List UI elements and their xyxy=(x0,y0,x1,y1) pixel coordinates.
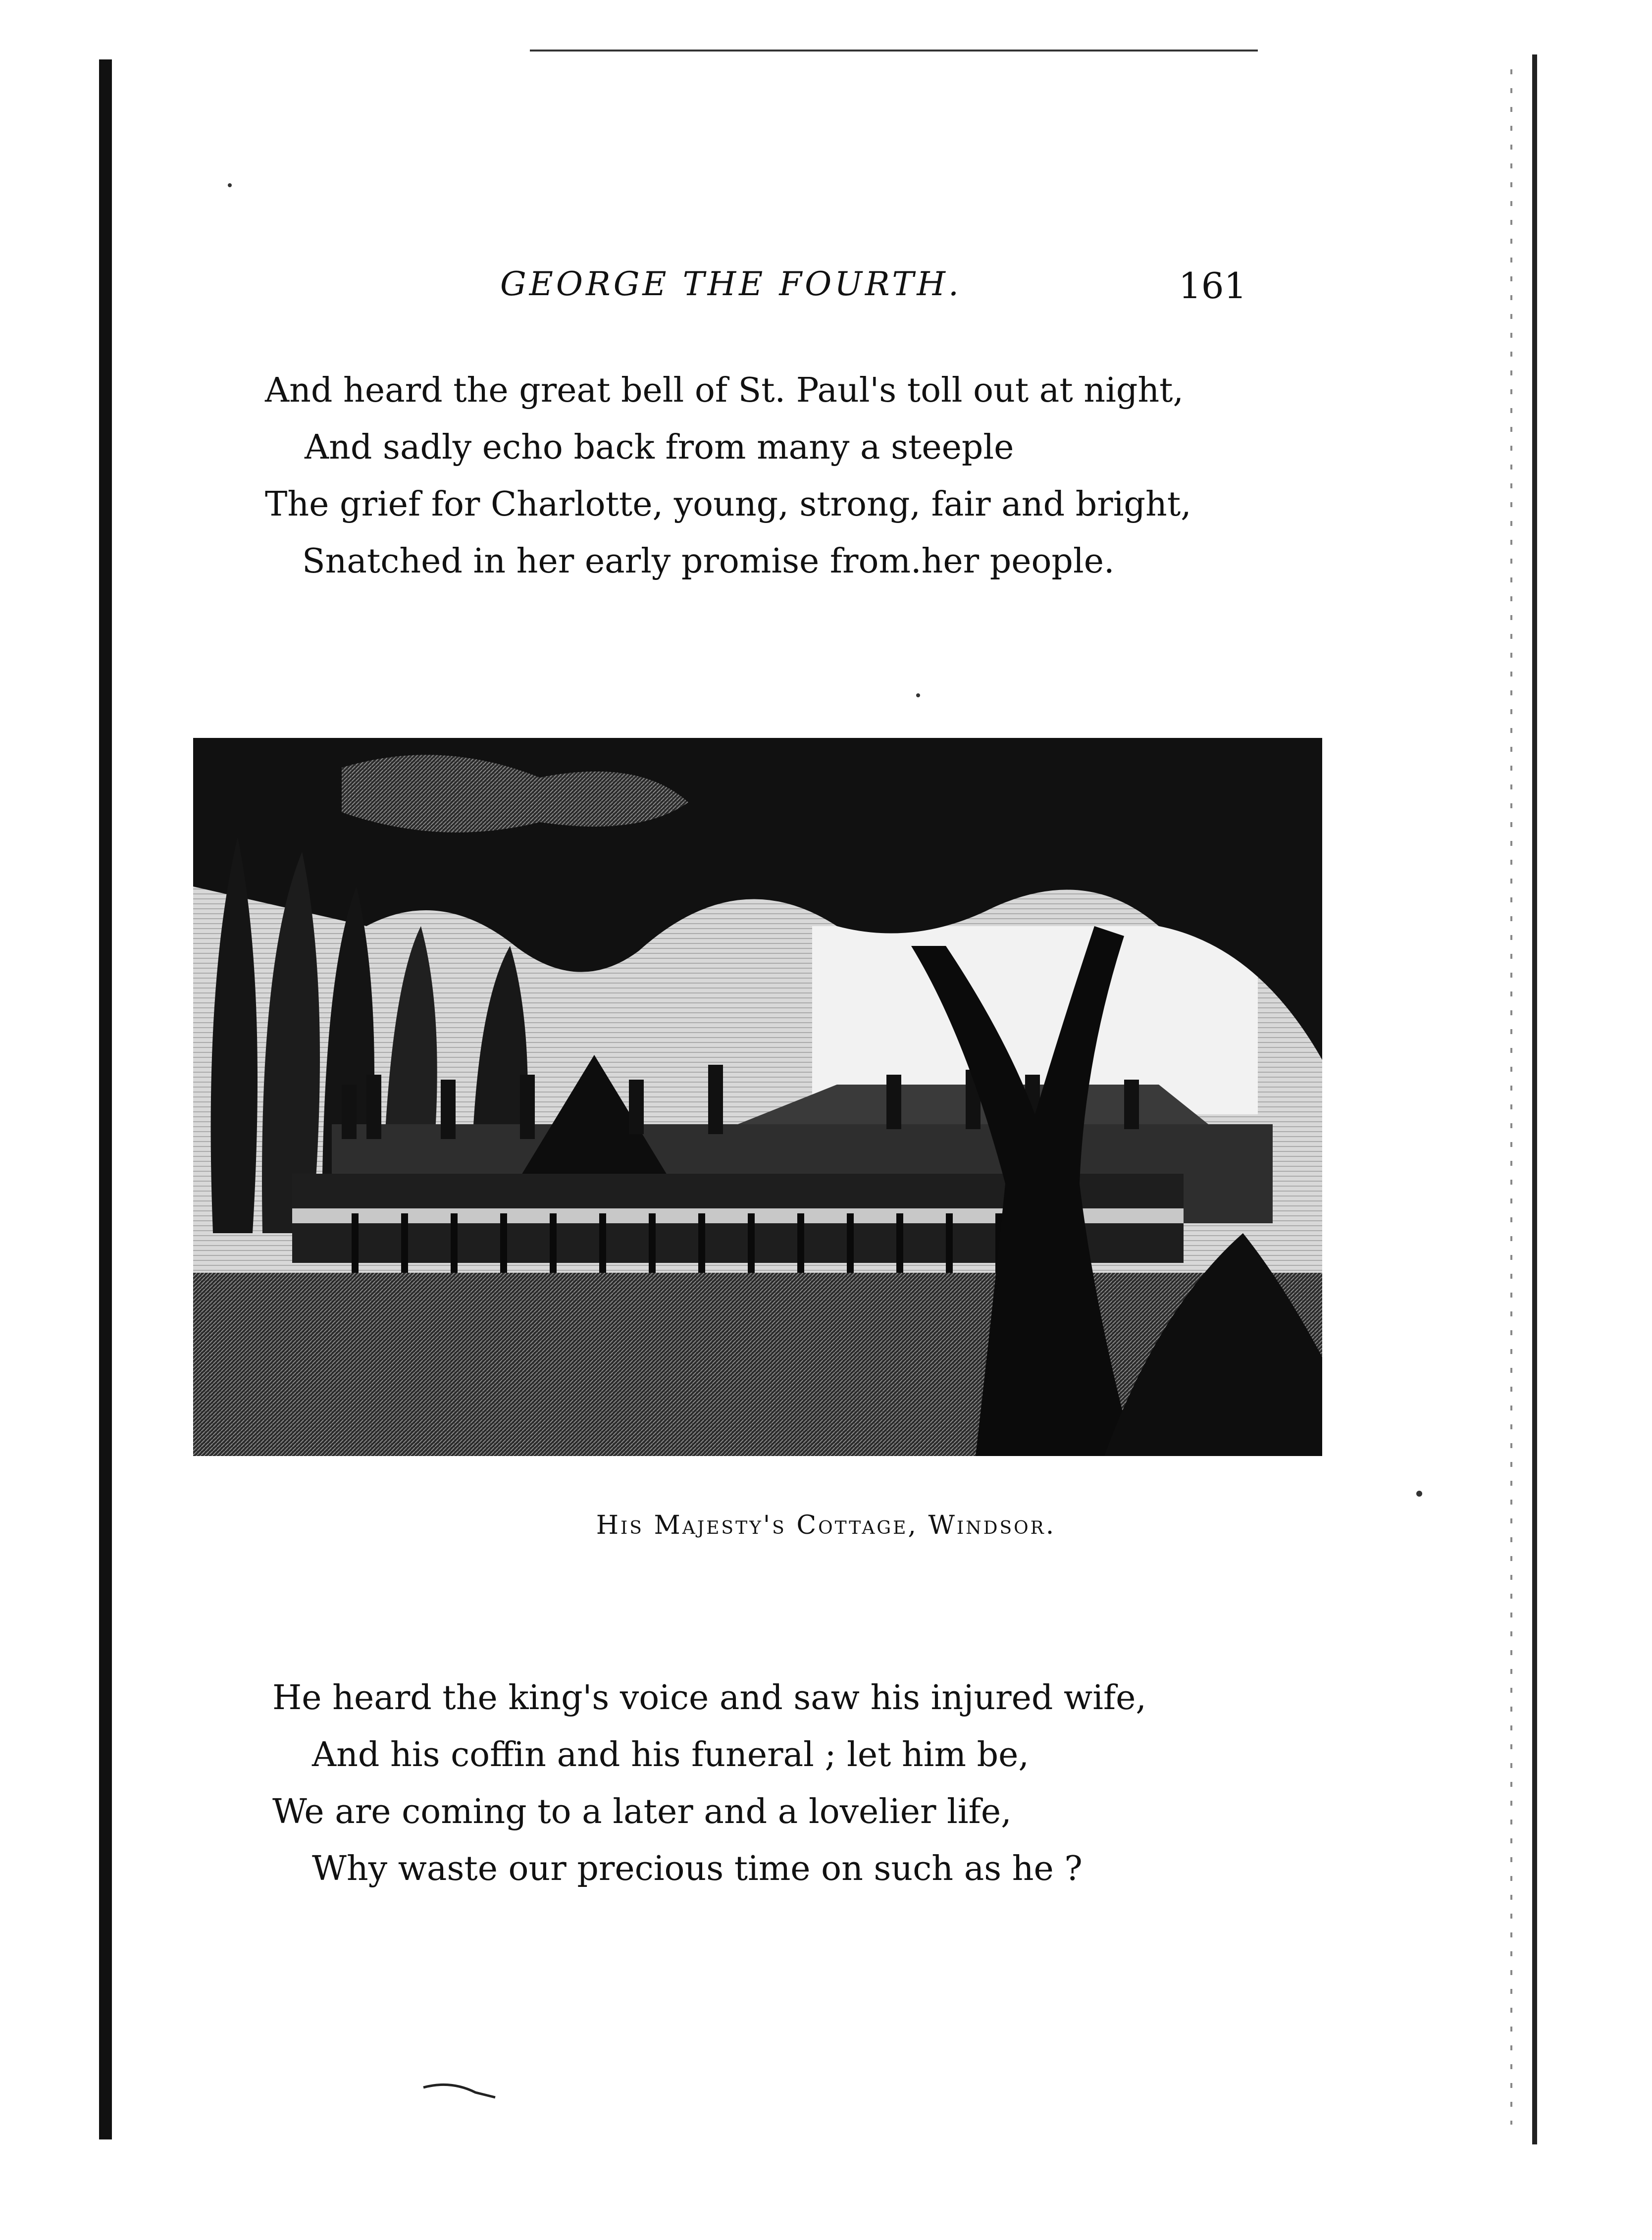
scan-dot xyxy=(916,693,920,697)
running-head: GEORGE THE FOURTH. xyxy=(500,265,962,303)
verse-line: And heard the great bell of St. Paul's toll out at night, xyxy=(265,371,1184,410)
scan-speckle-right xyxy=(1510,69,1512,2125)
scan-edge-right xyxy=(1532,54,1537,2144)
scan-dot xyxy=(228,183,232,187)
page-number: 161 xyxy=(1179,265,1247,307)
verse-line: He heard the king's voice and saw his injured wife, xyxy=(272,1678,1146,1718)
verse-line: And his coffin and his funeral ; let him be, xyxy=(312,1735,1030,1774)
verse-line: The grief for Charlotte, young, strong, fair and bright, xyxy=(265,485,1191,524)
cottage-engraving-icon xyxy=(193,738,1322,1456)
scan-scratch xyxy=(421,2080,500,2100)
verse-line: We are coming to a later and a lovelier life, xyxy=(272,1792,1012,1831)
scan-top-rule xyxy=(530,50,1258,52)
verse-line: And sadly echo back from many a steeple xyxy=(305,428,1014,467)
verse-line: Snatched in her early promise from.her people. xyxy=(302,542,1115,581)
scan-edge-left xyxy=(99,59,112,2139)
verse-line: Why waste our precious time on such as he ? xyxy=(312,1849,1083,1888)
illustration-caption: His Majesty's Cottage, Windsor. xyxy=(596,1511,1056,1540)
engraving-illustration xyxy=(193,738,1322,1456)
scan-dot xyxy=(1416,1491,1422,1497)
